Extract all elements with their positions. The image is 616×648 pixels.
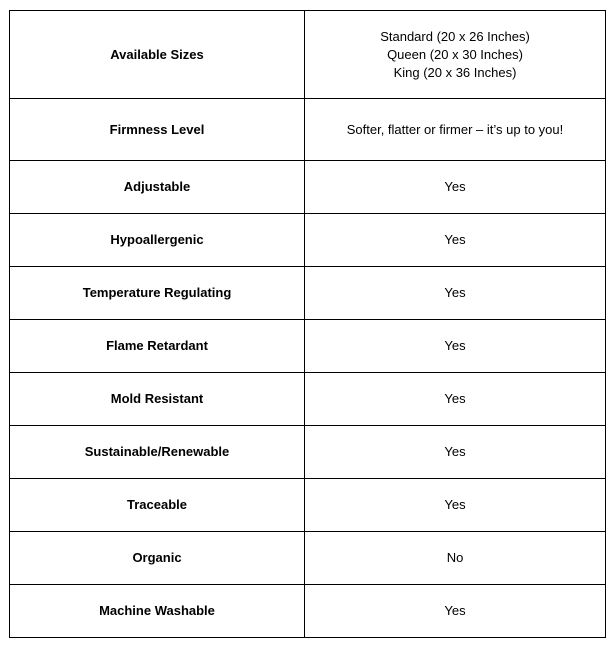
row-value: Yes bbox=[305, 426, 606, 479]
row-label: Organic bbox=[10, 532, 305, 585]
table-row bbox=[10, 214, 606, 267]
row-label: Flame Retardant bbox=[10, 320, 305, 373]
table-row bbox=[10, 532, 606, 585]
row-value: Yes bbox=[305, 161, 606, 214]
table-row bbox=[10, 11, 606, 99]
row-value: No bbox=[305, 532, 606, 585]
row-label: Adjustable bbox=[10, 161, 305, 214]
row-value: Yes bbox=[305, 585, 606, 638]
size-king: King (20 x 36 Inches) bbox=[393, 64, 517, 80]
row-value: Yes bbox=[305, 373, 606, 426]
table-row bbox=[10, 426, 606, 479]
row-label: Sustainable/Renewable bbox=[10, 426, 305, 479]
table-row bbox=[10, 373, 606, 426]
row-value: Yes bbox=[305, 320, 606, 373]
table-row bbox=[10, 585, 606, 638]
row-value: Yes bbox=[305, 267, 606, 320]
row-value: Yes bbox=[305, 479, 606, 532]
pillow-spec-table bbox=[9, 10, 606, 638]
table-row bbox=[10, 479, 606, 532]
size-standard: Standard (20 x 26 Inches) bbox=[380, 28, 530, 44]
table-row bbox=[10, 161, 606, 214]
row-value: Softer, flatter or firmer – it’s up to you! bbox=[305, 99, 606, 161]
row-label: Temperature Regulating bbox=[10, 267, 305, 320]
row-value bbox=[305, 11, 606, 99]
row-label: Firmness Level bbox=[10, 99, 305, 161]
row-label: Available Sizes bbox=[10, 11, 305, 99]
table-row bbox=[10, 320, 606, 373]
row-label: Machine Washable bbox=[10, 585, 305, 638]
table-row bbox=[10, 99, 606, 161]
row-value: Yes bbox=[305, 214, 606, 267]
row-label: Mold Resistant bbox=[10, 373, 305, 426]
table-row bbox=[10, 267, 606, 320]
size-queen: Queen (20 x 30 Inches) bbox=[387, 46, 523, 62]
row-label: Hypoallergenic bbox=[10, 214, 305, 267]
row-label: Traceable bbox=[10, 479, 305, 532]
